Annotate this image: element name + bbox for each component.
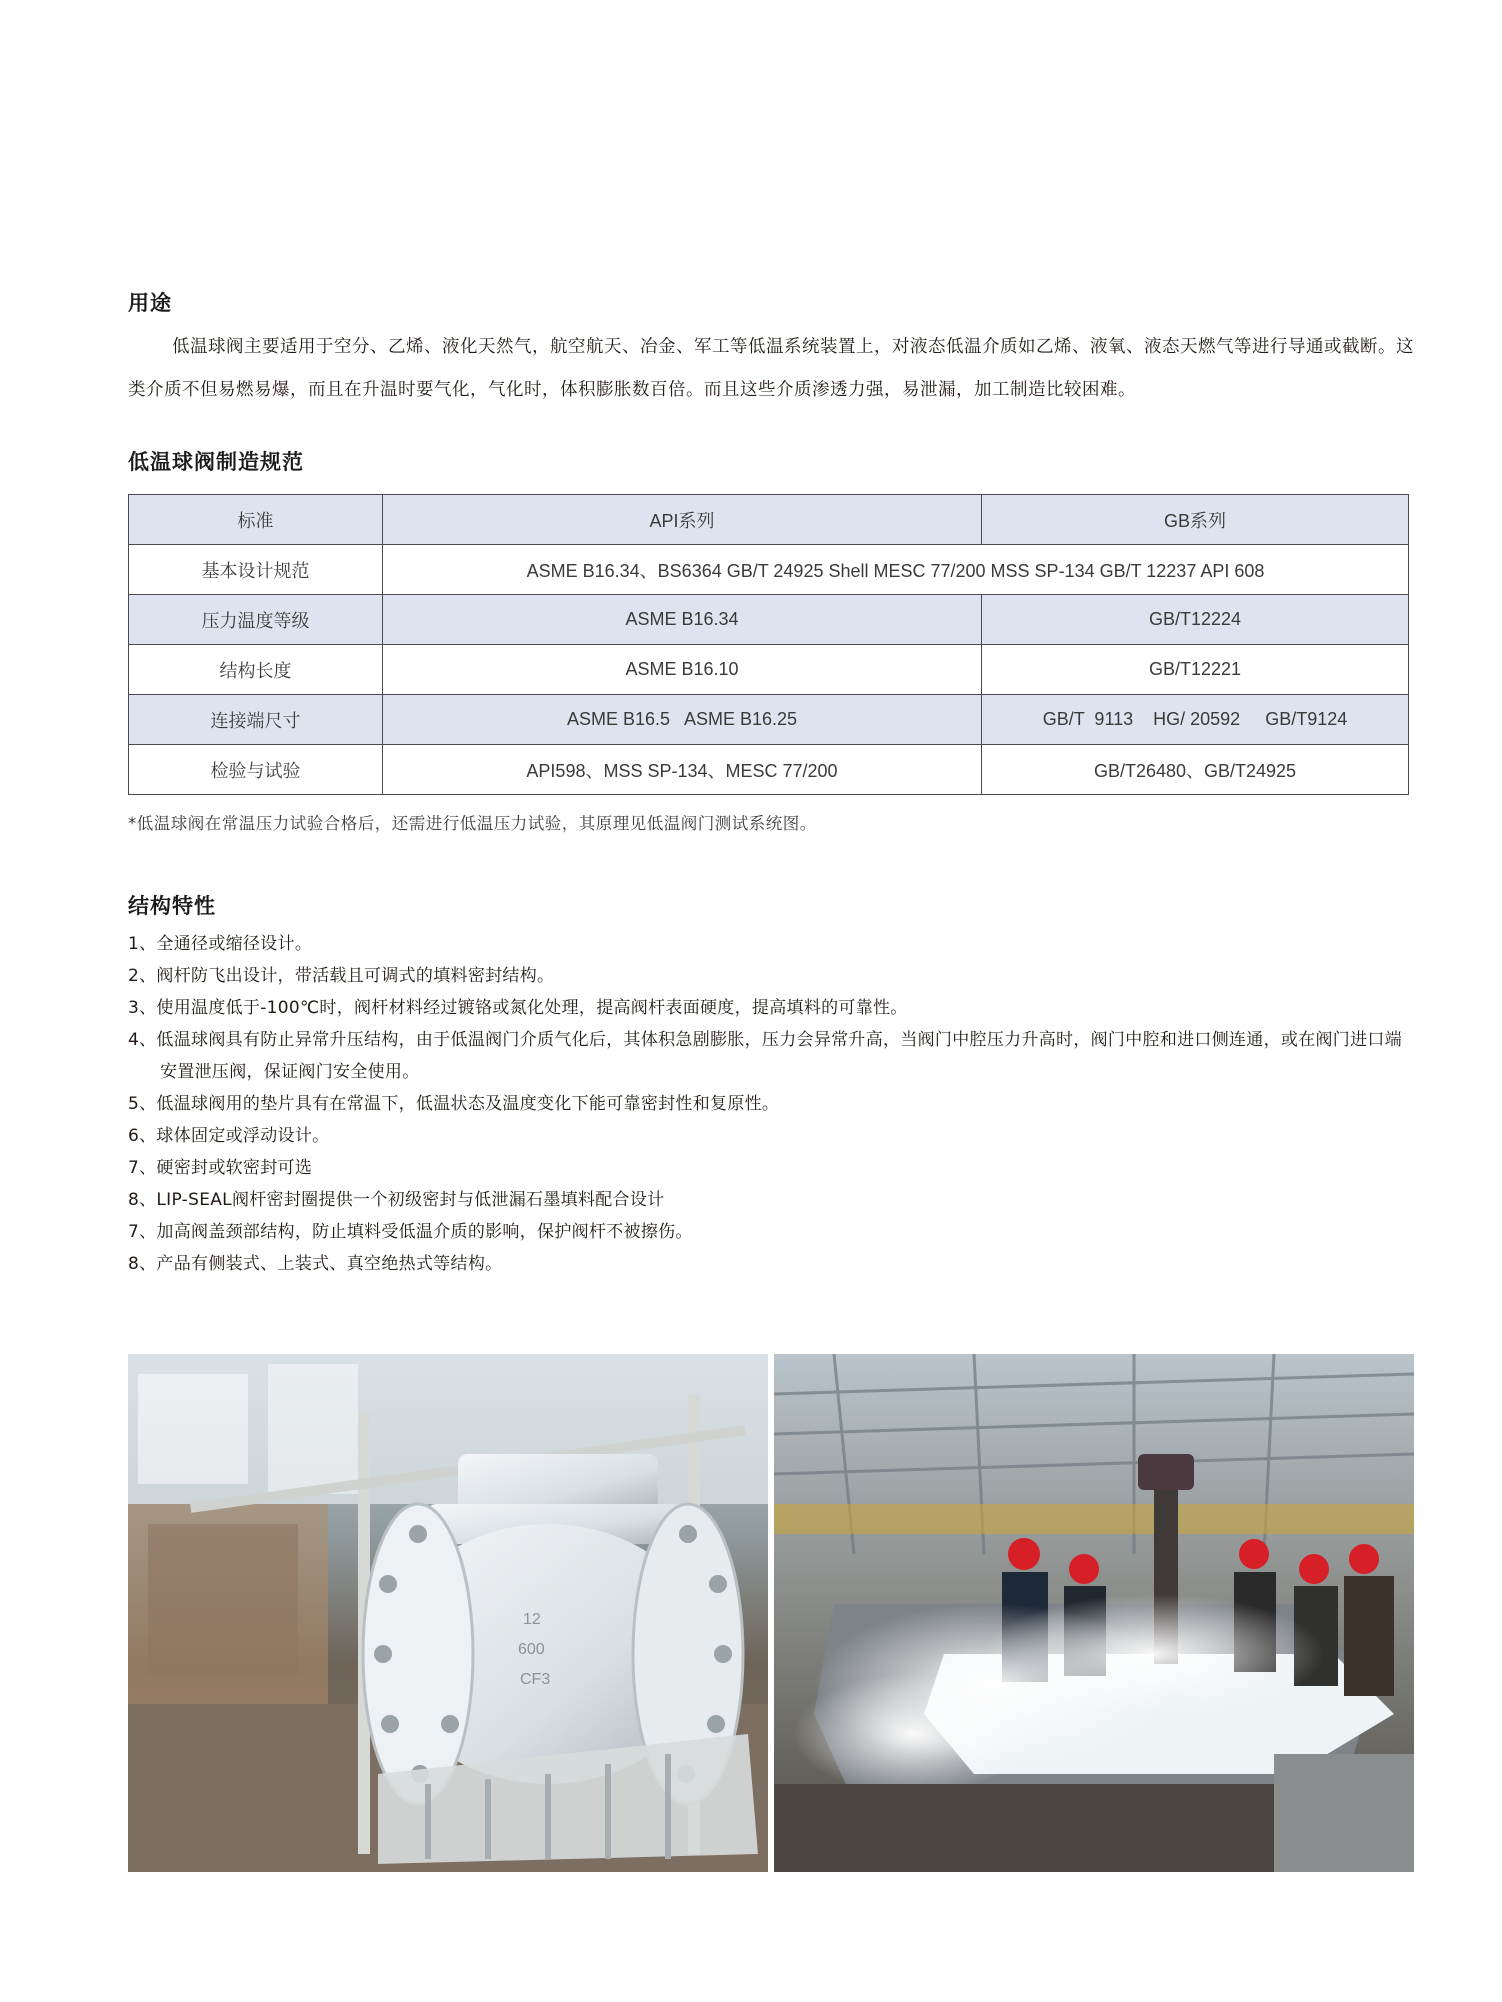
- list-item: 1、全通径或缩径设计。: [128, 934, 313, 954]
- usage-heading: 用途: [128, 291, 172, 315]
- row-label: 检验与试验: [129, 745, 383, 795]
- gb-cell: GB/T12224: [982, 595, 1409, 645]
- api-cell: API598、MSS SP-134、MESC 77/200: [383, 745, 982, 795]
- table-row: [129, 745, 1409, 795]
- column-header-standard: 标准: [129, 495, 383, 545]
- table-row: [129, 695, 1409, 745]
- column-header-gb: GB系列: [982, 495, 1409, 545]
- spec-note: *低温球阀在常温压力试验合格后，还需进行低温压力试验，其原理见低温阀门测试系统图。: [128, 814, 817, 833]
- list-item: 8、LIP-SEAL阀杆密封圈提供一个初级密封与低泄漏石墨填料配合设计: [128, 1190, 665, 1210]
- list-item: 6、球体固定或浮动设计。: [128, 1126, 330, 1146]
- table-row: [129, 545, 1409, 595]
- frosted-valve-illustration: [128, 1354, 768, 1872]
- row-label: 结构长度: [129, 645, 383, 695]
- list-item: 4、低温球阀具有防止异常升压结构，由于低温阀门介质气化后，其体积急剧膨胀，压力会异常升高，当阀门中腔压力升高时，阀门中腔和进口侧连通，或在阀门进口端安置泄压阀，保证阀门安全使用。: [128, 1030, 1403, 1082]
- features-heading: 结构特性: [128, 894, 216, 918]
- list-item: 7、加高阀盖颈部结构，防止填料受低温介质的影响，保护阀杆不被擦伤。: [128, 1222, 693, 1242]
- api-cell: ASME B16.5 ASME B16.25: [383, 695, 982, 745]
- row-label: 压力温度等级: [129, 595, 383, 645]
- gb-cell: GB/T12221: [982, 645, 1409, 695]
- api-cell: ASME B16.34: [383, 595, 982, 645]
- spec-table: [128, 494, 1409, 795]
- spec-heading: 低温球阀制造规范: [128, 450, 304, 474]
- usage-paragraph: [128, 326, 1418, 412]
- list-item: 5、低温球阀用的垫片具有在常温下，低温状态及温度变化下能可靠密封性和复原性。: [128, 1094, 780, 1114]
- api-cell: ASME B16.10: [383, 645, 982, 695]
- frosted-valve-photo: [128, 1354, 768, 1872]
- list-item: 2、阀杆防飞出设计，带活载且可调式的填料密封结构。: [128, 966, 555, 986]
- list-item: 3、使用温度低于-100℃时，阀杆材料经过镀铬或氮化处理，提高阀杆表面硬度，提高填料的可靠性。: [128, 998, 908, 1018]
- row-label: 连接端尺寸: [129, 695, 383, 745]
- list-item: 8、产品有侧装式、上装式、真空绝热式等结构。: [128, 1254, 503, 1274]
- table-row: [129, 595, 1409, 645]
- list-item: 7、硬密封或软密封可选: [128, 1158, 313, 1178]
- features-list: [128, 928, 1418, 1280]
- usage-text: 低温球阀主要适用于空分、乙烯、液化天然气，航空航天、冶金、军工等低温系统装置上，对液态低温介质如乙烯、液氧、液态天燃气等进行导通或截断。这类介质不但易燃易爆，而且在升温时要气化，气化时，体积膨胀数百倍。而且这些介质渗透力强，易泄漏，加工制造比较困难。: [128, 337, 1414, 400]
- valve-marking-class: 600: [518, 1641, 545, 1658]
- cryogenic-test-illustration: [774, 1354, 1414, 1872]
- table-header-row: [129, 495, 1409, 545]
- valve-marking-material: CF3: [520, 1671, 551, 1688]
- table-row: [129, 645, 1409, 695]
- gb-cell: GB/T 9113 HG/ 20592 GB/T9124: [982, 695, 1409, 745]
- row-label: 基本设计规范: [129, 545, 383, 595]
- column-header-api: API系列: [383, 495, 982, 545]
- cryogenic-test-photo: [774, 1354, 1414, 1872]
- gb-cell: GB/T26480、GB/T24925: [982, 745, 1409, 795]
- combined-cell: ASME B16.34、BS6364 GB/T 24925 Shell MESC 77/200 MSS SP-134 GB/T 12237 API 608: [383, 545, 1409, 595]
- valve-marking-size: 12: [523, 1611, 541, 1628]
